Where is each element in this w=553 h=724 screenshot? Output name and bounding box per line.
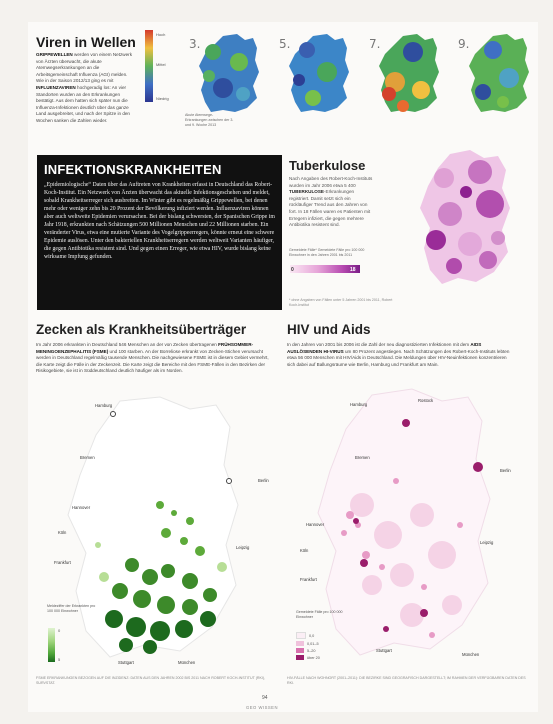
zecken-city-stuttgart: Stuttgart (118, 660, 134, 665)
zecken-legend-bar (48, 628, 55, 662)
zecken-city-hamburg: Hamburg (95, 403, 113, 408)
flu-map-week-3 (199, 34, 259, 112)
hiv-city-stuttgart: Stuttgart (376, 648, 392, 653)
tb-text: Nach Angaben des Robert-Koch-Instituts wurden im Jahr 2006 etwa 5 400 TUBERKULOSE-Erkrankungen registriert. Damit setzt sich ein rückläufiger Trend aus den Jahren von fort. In 18 Fällen waren es Patienten mit Erregern infiziert, die gegen mehrere Antibiotika resistent sind. (289, 176, 373, 228)
hiv-city-hamburg: Hamburg (350, 402, 368, 407)
flu-legend-label-mid: Mittel (156, 62, 166, 67)
viren-title: Viren in Wellen (36, 34, 136, 50)
zecken-city-muenchen: München (178, 660, 196, 665)
hiv-legend-label: 5–20 (307, 648, 316, 653)
hiv-legend-swatch (296, 648, 304, 653)
zecken-map (40, 395, 270, 673)
week-label-7: 7. (369, 37, 381, 51)
hiv-caption: HIV-FÄLLE NACH WOHNORT (2001–2011): DIE BEZIRKE SIND GEOGRAFISCH DARGESTELLT; IM RAHMEN DER VERFÜGBAREN DATEN DES RKI. (287, 676, 526, 685)
infection-text: „Epidemiologische“ Daten über das Auftreten von Krankheiten erfasst in Deutschland das Robert-Koch-Institut. Ein Netzwerk von Ärzten überwacht das aktuelle Infektionsgeschehen und meldet, sobald Krankheitserreger sich ausbreiten. Im Winter gibt es regelmäßig Grippewellen, bei denen mehr oder weniger zehn bis 20 Prozent der Bevölkerung infiziert werden. Influenzaviren können aber auch weltweite Epidemien verursachen. Bei der bislang schwersten, der Spanischen Grippe im Jahr 1918, erkrankten nach Schätzungen 500 Millionen Menschen und 22 Millionen starben. Ein veränderter Virus, etwa eine mutierte Variante des Vogelgrippeerregers, könnte erneut eine schwere Epidemie auslösen. Unter den bakteriellen Krankheitserregern werden weltweit Varianten häufiger, die gegen Antibiotika resistent sind. Und gegen einen Erreger, wie etwa HIV, wurde bislang keine wirksame Impfung gefunden. (44, 182, 275, 261)
hiv-title: HIV und Aids (287, 322, 371, 337)
week-label-3: 3. (189, 37, 201, 51)
page-number: 94 (262, 695, 268, 701)
hiv-city-koeln: Köln (300, 548, 309, 553)
hiv-map (292, 385, 517, 670)
hiv-text: In den Jahren von 2001 bis 2006 ist die Zahl der neu diagnostizierten Infektionen mit dem AIDS AUSLÖSENDEN HI-VIRUS um 80 Prozent angestiegen. Nach Schätzungen des Robert-Koch-Instituts lebten etwa 56 000 Menschen mit HIV/Aids in Deutschland. Die Meldungen über HIV-Neuinfektionen konzentrieren sich dabei auf Ballungsräume wie Berlin, Hamburg und Frankfurt am Main. (287, 342, 510, 367)
zecken-city-berlin: Berlin (258, 478, 269, 483)
hiv-legend-swatch (296, 655, 304, 660)
footer-text: GEO WISSEN (246, 705, 278, 710)
hiv-city-hannover: Hannover (306, 522, 325, 527)
tb-map (410, 148, 530, 318)
flu-map-week-9 (469, 34, 529, 112)
flu-legend-bar (145, 30, 153, 102)
hiv-city-bremen: Bremen (355, 455, 370, 460)
tb-title: Tuberkulose (289, 158, 366, 173)
hiv-city-leipzig: Leipzig (480, 540, 494, 545)
zecken-city-frankfurt: Frankfurt (54, 560, 71, 565)
hiv-legend-row (296, 655, 320, 660)
hiv-legend-row (296, 632, 320, 639)
hiv-legend-swatch (296, 641, 304, 646)
flu-map-week-5 (289, 34, 349, 112)
flu-legend-label-low: Niedrig (156, 96, 169, 101)
flu-week-maps (183, 32, 543, 122)
zecken-marker-berlin (226, 478, 232, 484)
hiv-legend-title: Gemeldete Fälle pro 100 000 Einwohner (296, 610, 343, 619)
zecken-text: Im Jahr 2006 erkrankten in Deutschland 546 Menschen an der von Zecken übertragenen FRÜHSOMMER-MENINGOENZEPHALITIS (FSME) und 100 starben. An der Borreliose erkrankt von Zecken-Stichen verursacht werden in Deutschland regelmäßig tausende Menschen. Die nachgewiesene FSME ist in diesem Gebiet vermehrt, die Karte zeigt die Fälle in der Zeckenzeit. Die Karte zeigt die Bereiche mit den FSME-Fällen in den Bezirken der Risikogebiete, sie ist in Süddeutschland deutlich häufiger als im Norden. (36, 342, 269, 373)
zecken-legend-title: Meldeziffer der Erkrankten pro 100 000 Einwohner (47, 604, 96, 613)
hiv-legend-rows (296, 632, 320, 660)
tb-legend-min: 0 (291, 267, 294, 273)
flu-map-caption: Akute Atemwege- Erkrankungen zwischen der 3. und 9. Woche 2013 (185, 113, 234, 127)
hiv-city-frankfurt: Frankfurt (300, 577, 317, 582)
hiv-legend-row (296, 648, 320, 653)
viren-text: GRIPPEWELLEN werden von einem Netzwerk von Ärzten überwacht, die akute Atemwegserkrankungen an die Arbeitsgemeinschaft Influenza (AGI) melden. Wie in der Saison 2012/13 ging es mit INFLUENZAVIREN hochgeradig los: An vier Standorten wurden an den Erkrankungen bestätigt. Aus dem hatten sich später nun die Influenza-Infektionen deutlich über das ganze Land ausgebreitet, und nach der Spitze in den Wochen sanken die Zahlen wieder. (36, 52, 132, 123)
zecken-city-leipzig: Leipzig (236, 545, 250, 550)
flu-map-week-7 (379, 34, 439, 112)
zecken-city-hannover: Hannover (72, 505, 91, 510)
zecken-caption: FSME ERKRANKUNGEN BEZOGEN AUF DIE INZIDENZ: DATEN AUS DEN JAHREN 2002 BIS 2011 NACH ROBERT KOCH-INSTITUT (RKI), SURVSTAT. (36, 676, 266, 685)
hiv-legend-label: 0,0 (309, 633, 315, 638)
zecken-marker-hamburg (110, 411, 116, 417)
hiv-city-muenchen: München (462, 652, 480, 657)
zecken-legend-max: 5 (58, 657, 61, 662)
zecken-city-bremen: Bremen (80, 455, 95, 460)
hiv-city-rostock: Rostock (418, 398, 434, 403)
week-label-9: 9. (458, 37, 470, 51)
flu-legend-label-high: Hoch (156, 32, 166, 37)
hiv-city-berlin: Berlin (500, 468, 511, 473)
tb-caption: * ohne Angaben von Fällen unter 5 Jahren 2001 bis 2011, Robert Koch-Institut (289, 298, 393, 307)
hiv-legend-swatch (296, 632, 306, 639)
week-label-5: 5. (279, 37, 291, 51)
zecken-city-koeln: Köln (58, 530, 67, 535)
tb-legend-label: Gemeldete Fälle* Gemeldete Fälle pro 100 000 Einwohner in den Jahren 2001 bis 2011 (289, 248, 365, 257)
zecken-legend-min: 0 (58, 628, 61, 633)
hiv-legend-label: 0,01–5 (307, 641, 319, 646)
zecken-title: Zecken als Krankheitsüberträger (36, 322, 247, 337)
tb-legend-max: 18 (350, 267, 356, 273)
hiv-legend-row (296, 641, 320, 646)
hiv-legend-label: über 20 (307, 655, 320, 660)
infection-title: INFEKTIONSKRANKHEITEN (44, 162, 222, 177)
